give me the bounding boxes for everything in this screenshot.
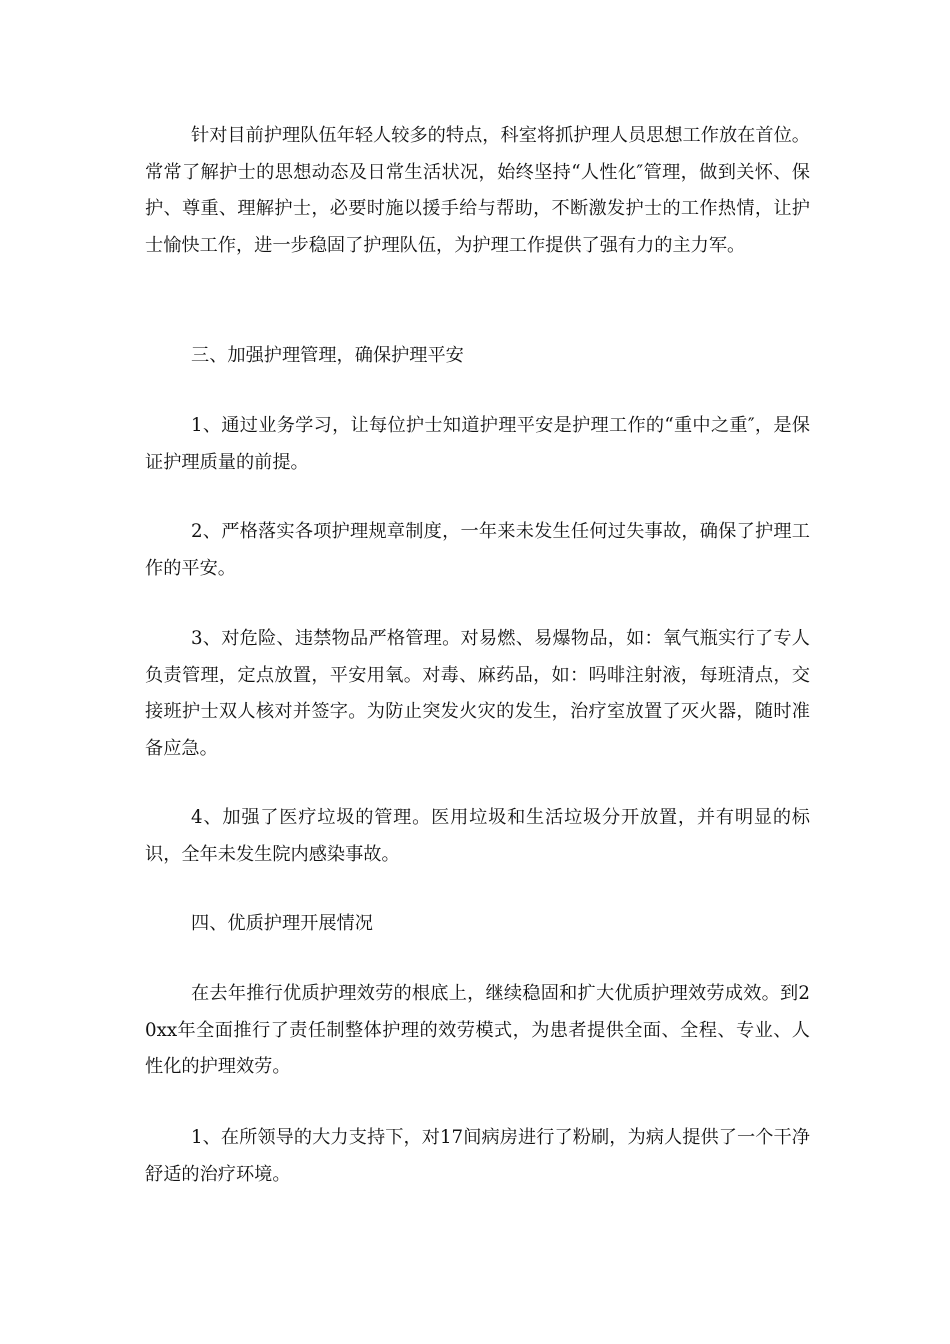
paragraph-safety-item-1: 1、通过业务学习，让每位护士知道护理平安是护理工作的“重中之重″，是保证护理质量的前提。 — [145, 415, 810, 473]
paragraph-quality-nursing-item-1: 1、在所领导的大力支持下，对17间病房进行了粉刷，为病人提供了一个干净舒适的治疗环境。 — [145, 1127, 810, 1185]
section-heading-nursing-safety: 三、加强护理管理，确保护理平安 — [191, 345, 464, 366]
paragraph-safety-item-2: 2、严格落实各项护理规章制度，一年来未发生任何过失事故，确保了护理工作的平安。 — [145, 521, 810, 579]
section-heading-quality-nursing: 四、优质护理开展情况 — [191, 913, 373, 934]
paragraph-quality-nursing-intro: 在去年推行优质护理效劳的根底上，继续稳固和扩大优质护理效劳成效。到20xx年全面推行了责任制整体护理的效劳模式，为患者提供全面、全程、专业、人性化的护理效劳。 — [145, 983, 810, 1077]
paragraph-safety-item-3: 3、对危险、违禁物品严格管理。对易燃、易爆物品，如：氧气瓶实行了专人负责管理，定点放置，平安用氧。对毒、麻药品，如：吗啡注射液，每班清点，交接班护士双人核对并签字。为防止突发火灾的发生，治疗室放置了灭火器，随时准备应急。 — [145, 628, 810, 759]
paragraph-safety-item-4: 4、加强了医疗垃圾的管理。医用垃圾和生活垃圾分开放置，并有明显的标识，全年未发生院内感染事故。 — [145, 807, 810, 865]
paragraph-staff-management: 针对目前护理队伍年轻人较多的特点，科室将抓护理人员思想工作放在首位。常常了解护士的思想动态及日常生活状况，始终坚持“人性化″管理，做到关怀、保护、尊重、理解护士，必要时施以援手给与帮助，不断激发护士的工作热情，让护士愉快工作，进一步稳固了护理队伍，为护理工作提供了强有力的主力军。 — [145, 125, 810, 256]
